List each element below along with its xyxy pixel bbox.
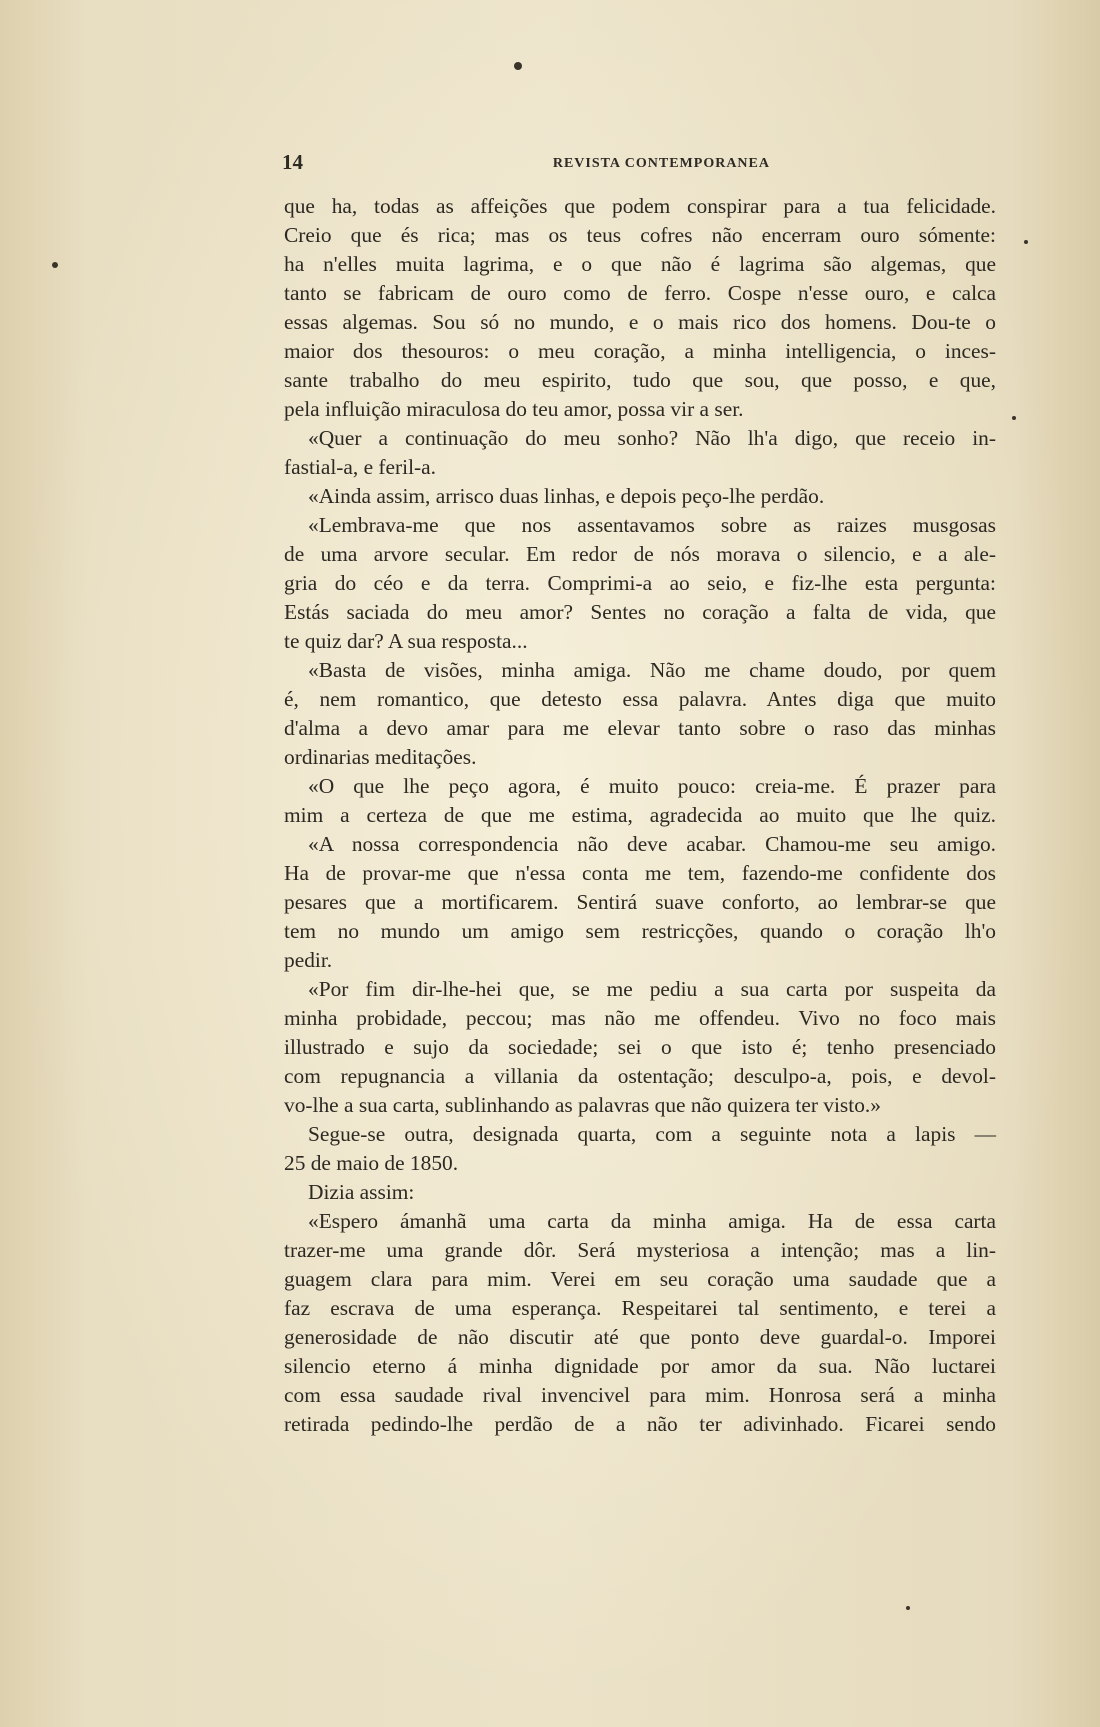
text-line: silencio eterno á minha dignidade por amor da sua. Não luctarei (284, 1354, 996, 1378)
text-line: guagem clara para mim. Verei em seu coração uma saudade que a (284, 1267, 996, 1291)
text-line: vo-lhe a sua carta, sublinhando as palavras que não quizera ter visto.» (284, 1093, 881, 1117)
text-line: «Espero ámanhã uma carta da minha amiga. Ha de essa carta (308, 1209, 996, 1233)
text-line: «Quer a continuação do meu sonho? Não lh'a digo, que receio in- (308, 426, 996, 450)
text-line: é, nem romantico, que detesto essa palavra. Antes diga que muito (284, 687, 996, 711)
text-line: ha n'elles muita lagrima, e o que não é lagrima são algemas, que (284, 252, 996, 276)
text-line: pela influição miraculosa do teu amor, possa vir a ser. (284, 397, 744, 421)
text-line: minha probidade, peccou; mas não me offendeu. Vivo no foco mais (284, 1006, 996, 1030)
text-line: de uma arvore secular. Em redor de nós morava o silencio, e a ale- (284, 542, 996, 566)
running-title: REVISTA CONTEMPORANEA (552, 156, 770, 171)
text-line: tanto se fabricam de ouro como de ferro. Cospe n'esse ouro, e calca (284, 281, 996, 305)
text-line: que ha, todas as affeições que podem conspirar para a tua felicidade. (284, 194, 996, 218)
text-line: Dizia assim: (308, 1180, 415, 1204)
text-line: retirada pedindo-lhe perdão de a não ter adivinhado. Ficarei sendo (284, 1412, 996, 1436)
text-line: «Por fim dir-lhe-hei que, se me pediu a sua carta por suspeita da (308, 977, 996, 1001)
page-number: 14 (282, 150, 303, 174)
text-line: fastial-a, e feril-a. (284, 455, 437, 479)
text-line: «A nossa correspondencia não deve acabar. Chamou-me seu amigo. (308, 832, 996, 856)
paper-speck (1012, 416, 1016, 420)
text-line: tem no mundo um amigo sem restricções, quando o coração lh'o (284, 919, 996, 943)
text-line: ordinarias meditações. (284, 745, 477, 769)
text-line: «Basta de visões, minha amiga. Não me chame doudo, por quem (308, 658, 996, 682)
text-line: trazer-me uma grande dôr. Será mysteriosa a intenção; mas a lin- (284, 1238, 996, 1262)
page-header (282, 150, 770, 174)
text-line: «Ainda assim, arrisco duas linhas, e depois peço-lhe perdão. (308, 484, 825, 508)
text-line: «Lembrava-me que nos assentavamos sobre as raizes musgosas (308, 513, 996, 537)
text-line: te quiz dar? A sua resposta... (284, 629, 528, 653)
text-line: illustrado e sujo da sociedade; sei o que isto é; tenho presenciado (284, 1035, 996, 1059)
text-line: gria do céo e da terra. Comprimi-a ao seio, e fiz-lhe esta pergunta: (284, 571, 996, 595)
text-line: essas algemas. Sou só no mundo, e o mais rico dos homens. Dou-te o (284, 310, 996, 334)
text-line: Estás saciada do meu amor? Sentes no coração a falta de vida, que (284, 600, 996, 624)
text-line: generosidade de não discutir até que ponto deve guardal-o. Imporei (284, 1325, 996, 1349)
text-line: com repugnancia a villania da ostentação; desculpo-a, pois, e devol- (284, 1064, 996, 1088)
text-line: sante trabalho do meu espirito, tudo que sou, que posso, e que, (284, 368, 996, 392)
text-line: com essa saudade rival invencivel para mim. Honrosa será a minha (284, 1383, 996, 1407)
text-line: Creio que és rica; mas os teus cofres não encerram ouro sómente: (284, 223, 996, 247)
paper-speck (52, 262, 58, 268)
text-line: Ha de provar-me que n'essa conta me tem, fazendo-me confidente dos (284, 861, 996, 885)
text-line: faz escrava de uma esperança. Respeitarei tal sentimento, e terei a (284, 1296, 996, 1320)
text-line: mim a certeza de que me estima, agradecida ao muito que lhe quiz. (284, 803, 996, 827)
paper-speck (514, 62, 522, 70)
text-line: 25 de maio de 1850. (284, 1151, 459, 1175)
text-line: Segue-se outra, designada quarta, com a seguinte nota a lapis — (308, 1122, 996, 1146)
text-line: d'alma a devo amar para me elevar tanto sobre o raso das minhas (284, 716, 996, 740)
text-line: pedir. (284, 948, 333, 972)
paper-speck (1024, 240, 1028, 244)
paper-speck (906, 1606, 910, 1610)
text-line: pesares que a mortificarem. Sentirá suave conforto, ao lembrar-se que (284, 890, 996, 914)
text-line: maior dos thesouros: o meu coração, a minha intelligencia, o inces- (284, 339, 996, 363)
body-text (284, 192, 996, 1439)
text-line: «O que lhe peço agora, é muito pouco: creia-me. É prazer para (308, 774, 996, 798)
